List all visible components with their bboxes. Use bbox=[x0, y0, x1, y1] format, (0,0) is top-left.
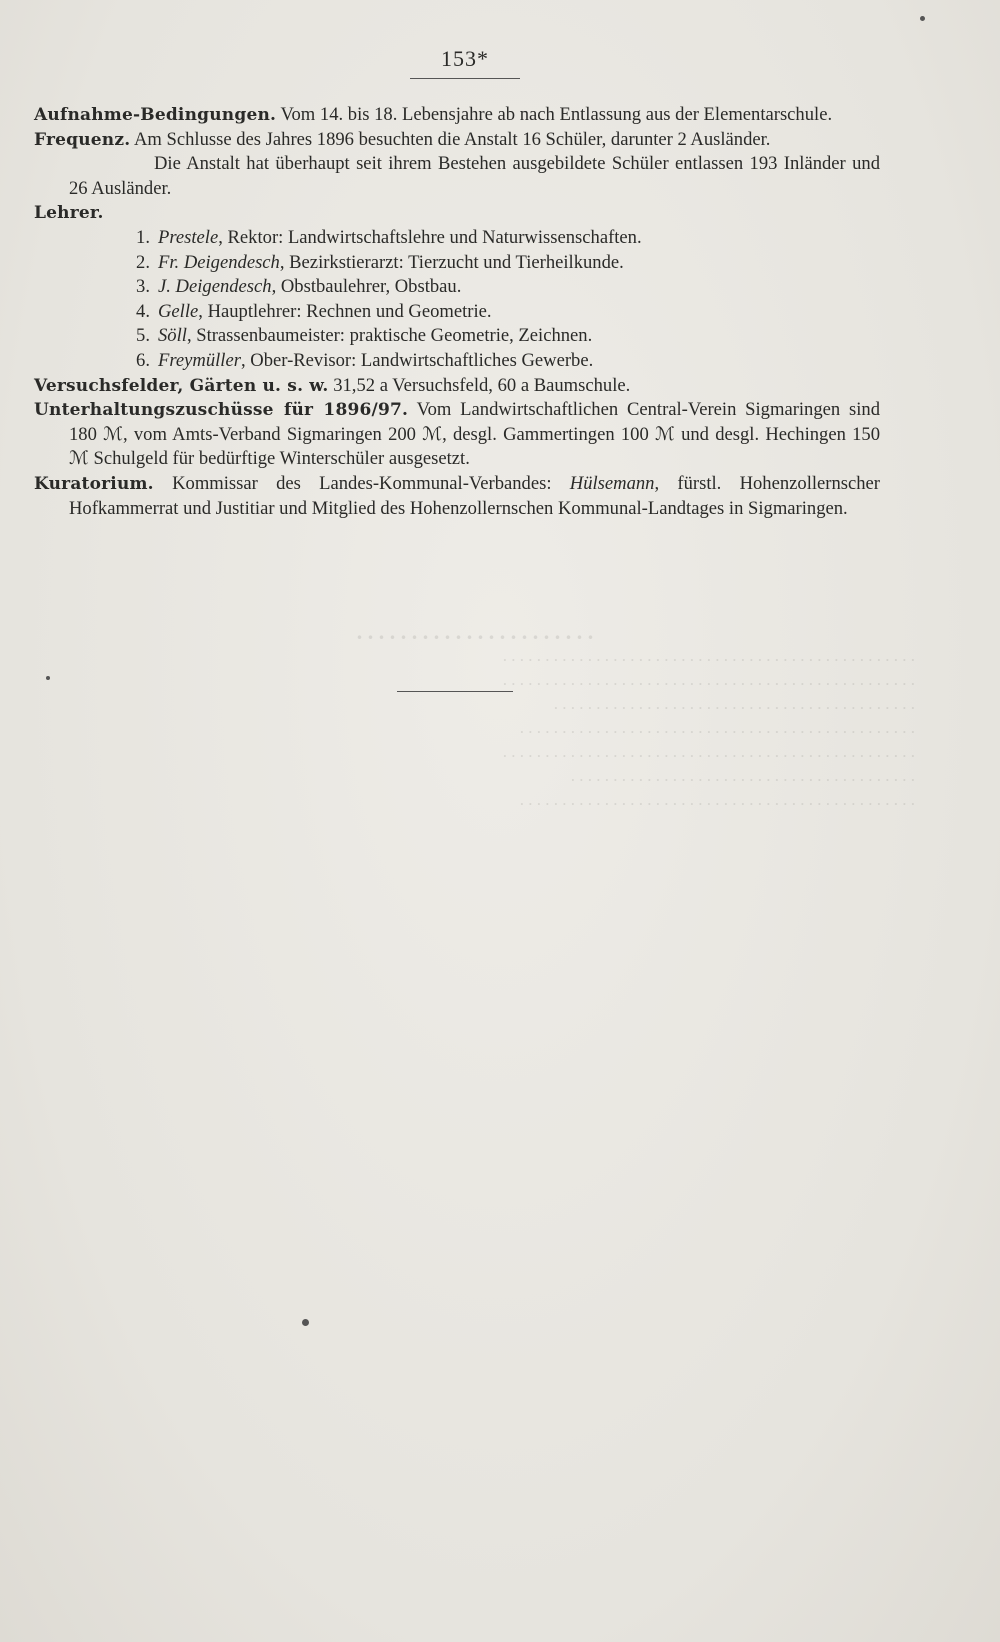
teacher-name: J. Deigendesch bbox=[158, 276, 272, 298]
teacher-entry bbox=[34, 226, 880, 251]
teacher-name: Freymüller bbox=[158, 349, 241, 371]
ink-speck bbox=[920, 16, 925, 21]
bleed-through-block-1: . . . . . . . . . . . . . . . . . . . . . . . . . . . . . . . . . . . . . . . . . . . . . . . . . . . . . . . . . . . . . . . . . . . . . . . . . . . . . . . . . . . . . . . . . . . . . . . . . . . . . . . . . . . . . . . . . . . . . . . . . . . . . . . . . . . . . . . . . . . . . . . . . . . . . . . . . . . . . . . . . . . . . . . . . . . . . . . . . . . . . . . . . . . . . . . . . . . . . . . . . . . . . . . . . . . . . . . . . . . . . . . . . . . . . . . . . . . . . . . . . . . . . . . . . . . . . . . . . . . . . . . . . . . . . . . . . . . . . . . . . . . . . . . . . . . . . . . . . . . . . . . . . . . . . . . . . . . . . . . . . . . . . . . . . . . . . . . . . . . . . . . . . . . bbox=[356, 619, 915, 809]
section-label: Lehrer. bbox=[34, 203, 104, 224]
section-divider bbox=[397, 691, 513, 692]
section-label: Versuchsfelder, Gärten u. s. w. bbox=[34, 375, 329, 396]
teacher-number: 5. bbox=[136, 325, 150, 347]
section-text: Kommissar des Landes-Kommunal-Verbandes: bbox=[172, 472, 570, 494]
teacher-entry bbox=[34, 349, 880, 374]
section-subsidies bbox=[34, 398, 880, 472]
teacher-number: 1. bbox=[136, 226, 150, 248]
teacher-role: , Ober-Revisor: Landwirtschaftliches Gewerbe. bbox=[240, 349, 594, 371]
section-label: Kuratorium. bbox=[34, 473, 154, 494]
section-board bbox=[34, 472, 880, 521]
teacher-entry bbox=[34, 251, 880, 276]
teacher-number: 2. bbox=[136, 251, 150, 273]
teacher-entry bbox=[34, 300, 880, 325]
teacher-name: Prestele bbox=[158, 226, 219, 248]
section-text: 31,52 a Versuchsfeld, 60 a Baumschule. bbox=[333, 374, 631, 396]
teacher-role: , Hauptlehrer: Rechnen und Geometrie. bbox=[198, 300, 492, 322]
section-graduates bbox=[34, 152, 880, 201]
page-number: 153* bbox=[441, 46, 489, 71]
teacher-role: , Bezirkstierarzt: Tierzucht und Tierheilkunde. bbox=[279, 251, 624, 273]
section-text: Die Anstalt hat überhaupt seit ihrem Bestehen ausgebildete Schüler entlassen 193 Inländer und 26 Ausländer. bbox=[69, 153, 880, 199]
section-admission bbox=[34, 103, 880, 128]
teacher-entry bbox=[34, 324, 880, 349]
teacher-number: 4. bbox=[136, 300, 150, 322]
section-text: , fürstl. Hohenzollernscher Hofkammerrat und Justitiar und Mitglied des Hohenzollernschen Kommunal-Landtages in Sigmaringen. bbox=[69, 472, 880, 519]
teacher-name: Fr. Deigendesch bbox=[158, 251, 280, 273]
board-member-name: Hülsemann bbox=[569, 472, 655, 494]
ink-speck bbox=[302, 1319, 309, 1326]
teacher-number: 6. bbox=[136, 349, 150, 371]
teacher-role: , Obstbaulehrer, Obstbau. bbox=[271, 276, 462, 298]
teacher-role: , Rektor: Landwirtschaftslehre und Naturwissenschaften. bbox=[218, 226, 642, 248]
section-text: Am Schlusse des Jahres 1896 besuchten die Anstalt 16 Schüler, darunter 2 Ausländer. bbox=[133, 128, 771, 150]
page-content bbox=[34, 103, 880, 521]
ink-speck bbox=[46, 676, 50, 680]
section-attendance bbox=[34, 128, 880, 153]
teacher-name: Gelle bbox=[158, 300, 199, 322]
section-label: Frequenz. bbox=[34, 129, 131, 150]
section-label: Aufnahme-Bedingungen. bbox=[34, 105, 277, 125]
section-teachers-heading bbox=[34, 201, 880, 226]
section-fields bbox=[34, 374, 880, 399]
teacher-entry bbox=[34, 275, 880, 300]
page-number-rule bbox=[410, 78, 520, 79]
section-text: Vom Landwirtschaftlichen Central-Verein Sigmaringen sind 180 ℳ, vom Amts-Verband Sigmaringen 200 ℳ, desgl. Gammertingen 100 ℳ und desgl. Hechingen 150 ℳ Schulgeld für bedürftige Winterschüler ausgesetzt. bbox=[69, 399, 880, 470]
section-label: Unterhaltungszuschüsse für 1896/97. bbox=[34, 400, 409, 421]
teacher-number: 3. bbox=[136, 276, 150, 298]
teacher-role: , Strassenbaumeister: praktische Geometrie, Zeichnen. bbox=[186, 325, 593, 347]
section-text: Vom 14. bis 18. Lebensjahre ab nach Entlassung aus der Elementarschule. bbox=[280, 104, 833, 125]
teacher-name: Söll bbox=[158, 325, 187, 347]
